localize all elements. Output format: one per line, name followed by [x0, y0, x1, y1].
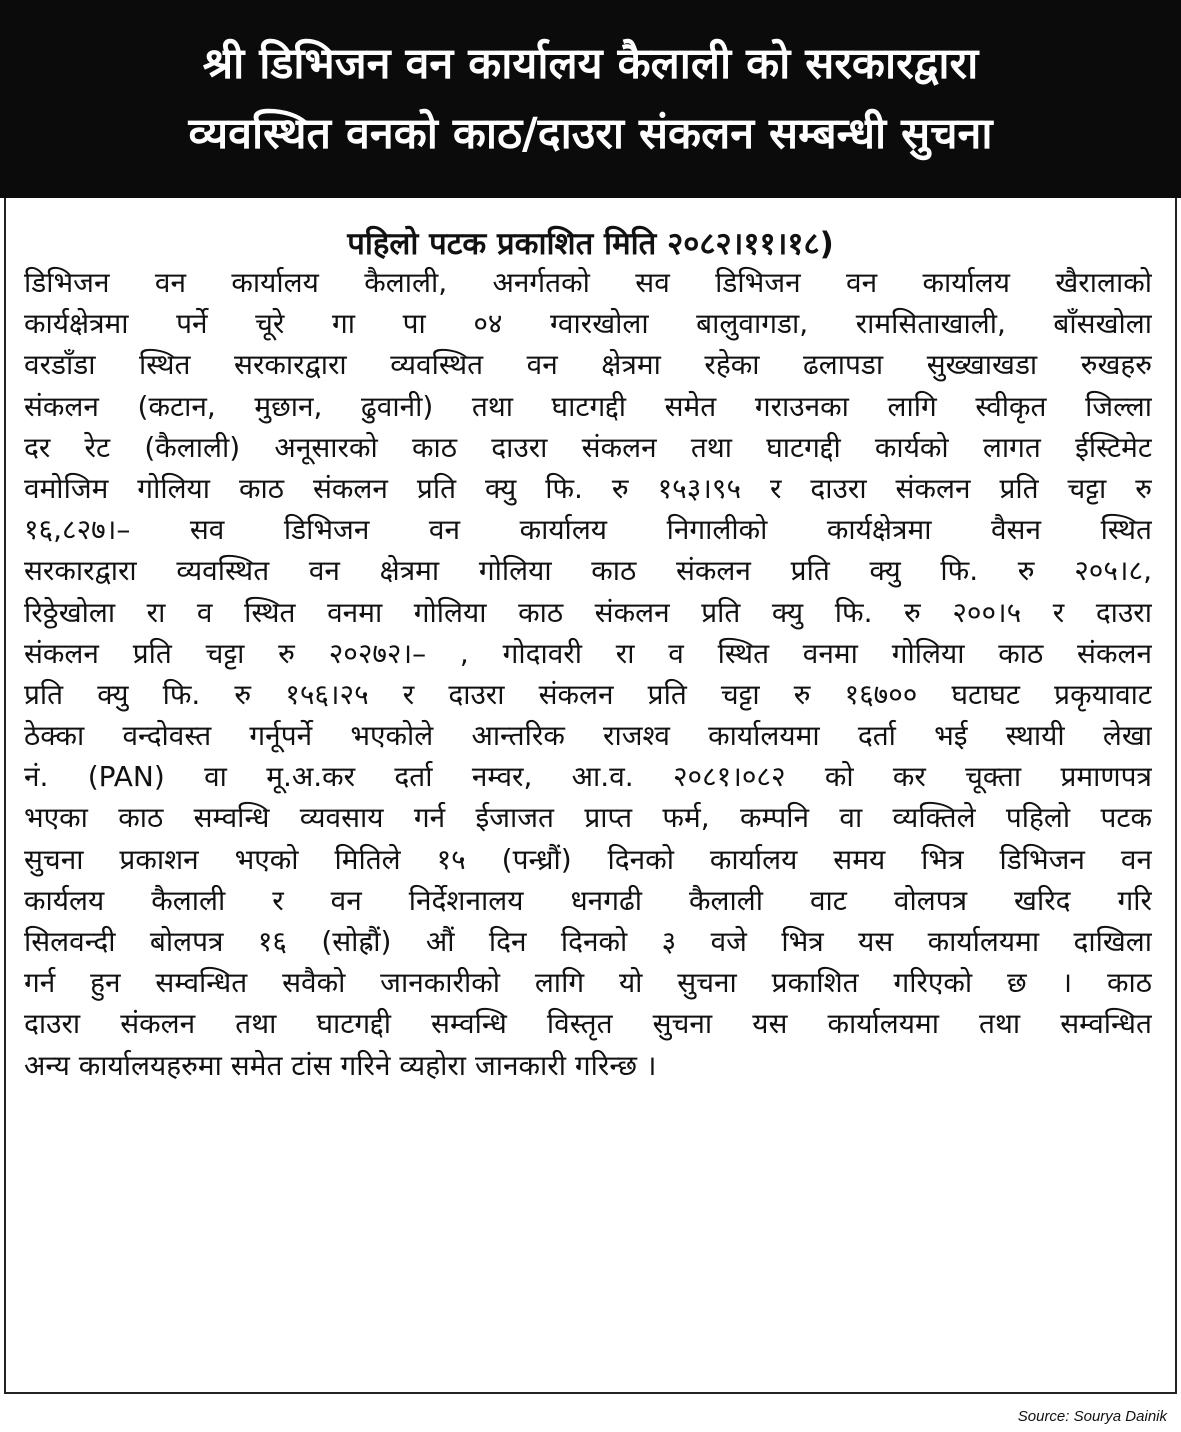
body-line: सरकारद्वारा व्यवस्थित वन क्षेत्रमा गोलिया काठ संकलन प्रति क्यु फि. रु २०५।८, [24, 554, 1152, 588]
body-line: दाउरा संकलन तथा घाटगद्दी सम्वन्धि विस्तृत सुचना यस कार्यालयमा तथा सम्वन्धित [24, 1007, 1152, 1041]
notice-title-line-1: श्री डिभिजन वन कार्यालय कैलाली को सरकारद्वारा [202, 39, 979, 89]
body-line: दर रेट (कैलाली) अनूसारको काठ दाउरा संकलन तथा घाटगद्दी कार्यको लागत ईस्टिमेट [24, 430, 1152, 464]
body-line: नं. (PAN) वा मू.अ.कर दर्ता नम्वर, आ.व. २०८१।०८२ को कर चूक्ता प्रमाणपत्र [24, 760, 1152, 794]
body-line: प्रति क्यु फि. रु १५६।२५ र दाउरा संकलन प्रति चट्टा रु १६७०० घटाघट प्रकृयावाट [24, 677, 1152, 711]
body-line: रिठ्ठेखोला रा व स्थित वनमा गोलिया काठ संकलन प्रति क्यु फि. रु २००।५ र दाउरा [24, 595, 1152, 629]
body-line: वरडाँडा स्थित सरकारद्वारा व्यवस्थित वन क्षेत्रमा रहेका ढलापडा सुख्खाखडा रुखहरु [24, 348, 1152, 382]
publication-date-heading: पहिलो पटक प्रकाशित मिति २०८२।११।१८) [347, 226, 834, 262]
body-line: ठेक्का वन्दोवस्त गर्नूपर्ने भएकोले आन्तरिक राजश्व कार्यालयमा दर्ता भई स्थायी लेखा [24, 719, 1152, 753]
body-line: सुचना प्रकाशन भएको मितिले १५ (पन्ध्रौं) दिनको कार्यालय समय भित्र डिभिजन वन [24, 842, 1152, 876]
body-line: सिलवन्दी बोलपत्र १६ (सोह्रौं) औं दिन दिनको ३ वजे भित्र यस कार्यालयमा दाखिला [24, 925, 1152, 958]
body-line: डिभिजन वन कार्यालय कैलाली, अनर्गतको सव डिभिजन वन कार्यालय खैरालाको [24, 266, 1152, 299]
body-line: कार्यक्षेत्रमा पर्ने चूरे गा पा ०४ ग्वारखोला बालुवागडा, रामसिताखाली, बाँसखोला [24, 307, 1152, 341]
body-line: १६,८२७।– सव डिभिजन वन कार्यालय निगालीको कार्यक्षेत्रमा वैसन स्थित [24, 513, 1152, 547]
source-credit: Source: Sourya Dainik [1017, 1408, 1167, 1425]
body-line: वमोजिम गोलिया काठ संकलन प्रति क्यु फि. रु १५३।९५ र दाउरा संकलन प्रति चट्टा रु [24, 471, 1152, 505]
body-line: भएका काठ सम्वन्धि व्यवसाय गर्न ईजाजत प्राप्त फर्म, कम्पनि वा व्यक्तिले पहिलो पटक [24, 801, 1152, 835]
body-line: गर्न हुन सम्वन्धित सवैको जानकारीको लागि यो सुचना प्रकाशित गरिएको छ । काठ [24, 966, 1152, 1000]
body-line: कार्यलय कैलाली र वन निर्देशनालय धनगढी कैलाली वाट वोलपत्र खरिद गरि [24, 883, 1152, 917]
body-line: अन्य कार्यालयहरुमा समेत टांस गरिने व्यहोरा जानकारी गरिन्छ । [24, 1048, 657, 1082]
notice-title-line-2: व्यवस्थित वनको काठ/दाउरा संकलन सम्बन्धी सुचना [188, 109, 993, 159]
body-line: संकलन प्रति चट्टा रु २०२७२।– , गोदावरी रा व स्थित वनमा गोलिया काठ संकलन [24, 636, 1152, 670]
notice-header [0, 0, 1181, 198]
body-line: संकलन (कटान, मुछान, ढुवानी) तथा घाटगद्दी समेत गराउनका लागि स्वीकृत जिल्ला [24, 389, 1152, 423]
notice-body [24, 262, 1152, 1086]
